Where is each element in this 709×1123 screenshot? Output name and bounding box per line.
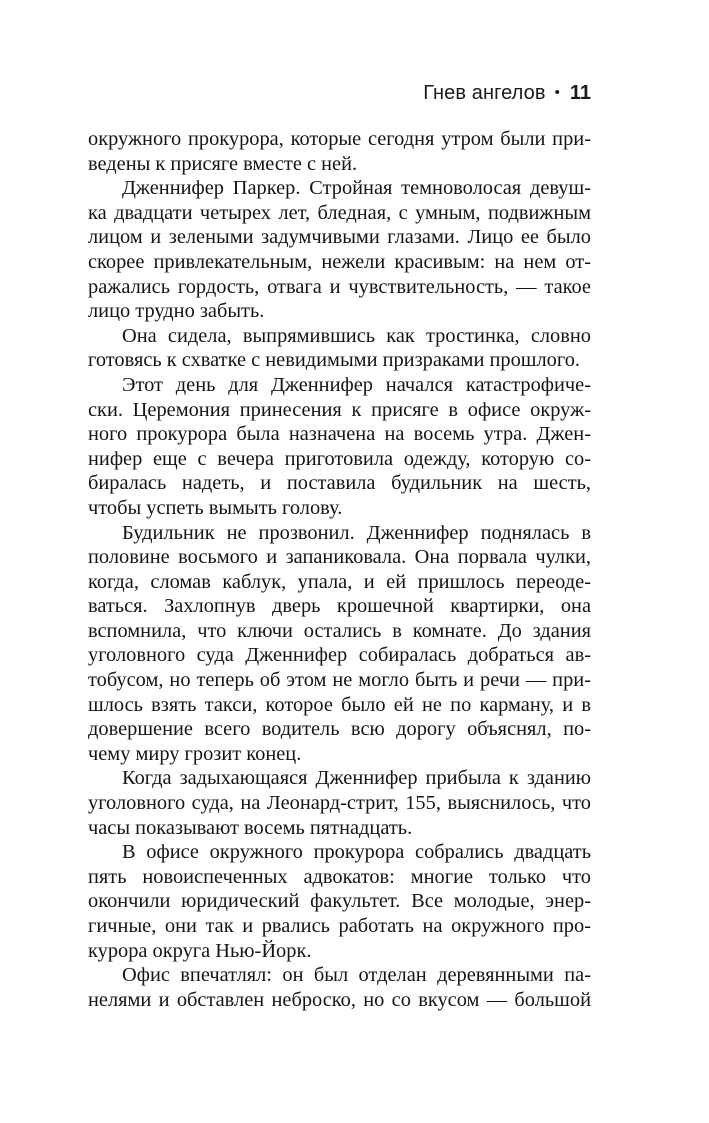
text-line: Будильник не прозвонил. Дженнифер поднялась в [122, 521, 591, 544]
text-line: Она сидела, выпрямившись как тростинка, словно [122, 324, 591, 347]
text-line: нелями и обставлен неброско, но со вкусом — большой [88, 988, 591, 1011]
paragraph [88, 324, 591, 373]
text-line: скорее привлекательным, нежели красивым: на нем от- [88, 250, 591, 273]
text-line: ражались гордость, отвага и чувствительность, — такое [88, 275, 591, 298]
text-line: гичные, они так и рвались работать на окружного про- [88, 915, 591, 937]
text-line: лицом и зелеными задумчивыми глазами. Лицо ее было [88, 226, 591, 249]
text-line: тобусом, но теперь об этом не могло быть и речи — при- [88, 669, 591, 692]
text-line: Этот день для Дженнифер начался катастрофиче- [122, 373, 591, 396]
text-line: Когда задыхающаяся Дженнифер прибыла к зданию [122, 767, 591, 790]
text-line: ка двадцати четырех лет, бледная, с умным, подвижным [88, 201, 591, 224]
text-line: ного прокурора была назначена на восемь утра. Джен- [88, 423, 591, 446]
text-line: нифер еще с вечера приготовила одежду, которую со- [88, 447, 591, 470]
text-line: уголовного суда Дженнифер собиралась добраться ав- [88, 644, 591, 667]
text-line: биралась надеть, и поставила будильник на шесть, [88, 472, 591, 495]
paragraph [88, 963, 591, 1012]
text-line: шлось взять такси, которое было ей не по карману, и в [88, 693, 591, 716]
text-line: Дженнифер Паркер. Стройная темноволосая девуш- [122, 177, 591, 200]
text-line: ски. Церемония принесения к присяге в офисе окруж- [88, 398, 591, 421]
running-title: Гнев ангелов [423, 82, 546, 104]
running-header [423, 82, 591, 112]
text-line: когда, сломав каблук, упала, и ей пришлось переоде- [88, 570, 591, 593]
paragraph [88, 840, 591, 963]
paragraph [88, 521, 591, 767]
header-separator-dot: • [554, 84, 560, 101]
text-line: готовясь к схватке с невидимыми призраками прошлого. [88, 349, 580, 372]
text-line: ведены к присяге вместе с ней. [88, 152, 358, 175]
paragraph [88, 766, 591, 840]
paragraph [88, 176, 591, 324]
paragraph [88, 127, 591, 176]
text-line: В офисе окружного прокурора собрались двадцать [122, 841, 591, 864]
text-line: курора округа Нью-Йорк. [88, 939, 312, 962]
text-line: Офис впечатлял: он был отделан деревянными па- [122, 964, 591, 987]
text-line: окружного прокурора, которые сегодня утром были при- [88, 128, 591, 150]
text-line: ваться. Захлопнув дверь крошечной квартирки, она [88, 595, 591, 618]
text-line: вспомнила, что ключи остались в комнате. До здания [88, 619, 591, 642]
text-line: часы показывают восемь пятнадцать. [88, 816, 413, 839]
text-line: половине восьмого и запаниковала. Она порвала чулки, [88, 546, 591, 569]
text-line: окончили юридический факультет. Все молодые, энер- [88, 890, 591, 913]
text-line: чему миру грозит конец. [88, 742, 302, 765]
text-line: уголовного суда, на Леонард-стрит, 155, выяснилось, что [88, 792, 591, 815]
text-line: лицо трудно забыть. [88, 300, 265, 323]
text-line: пять новоиспеченных адвокатов: многие только что [88, 865, 591, 888]
body-text [88, 127, 591, 1012]
text-line: довершение всего водитель всю дорогу объяснял, по- [88, 718, 591, 741]
page-number: 11 [569, 82, 591, 104]
text-line: чтобы успеть вымыть голову. [88, 496, 343, 519]
paragraph [88, 373, 591, 521]
